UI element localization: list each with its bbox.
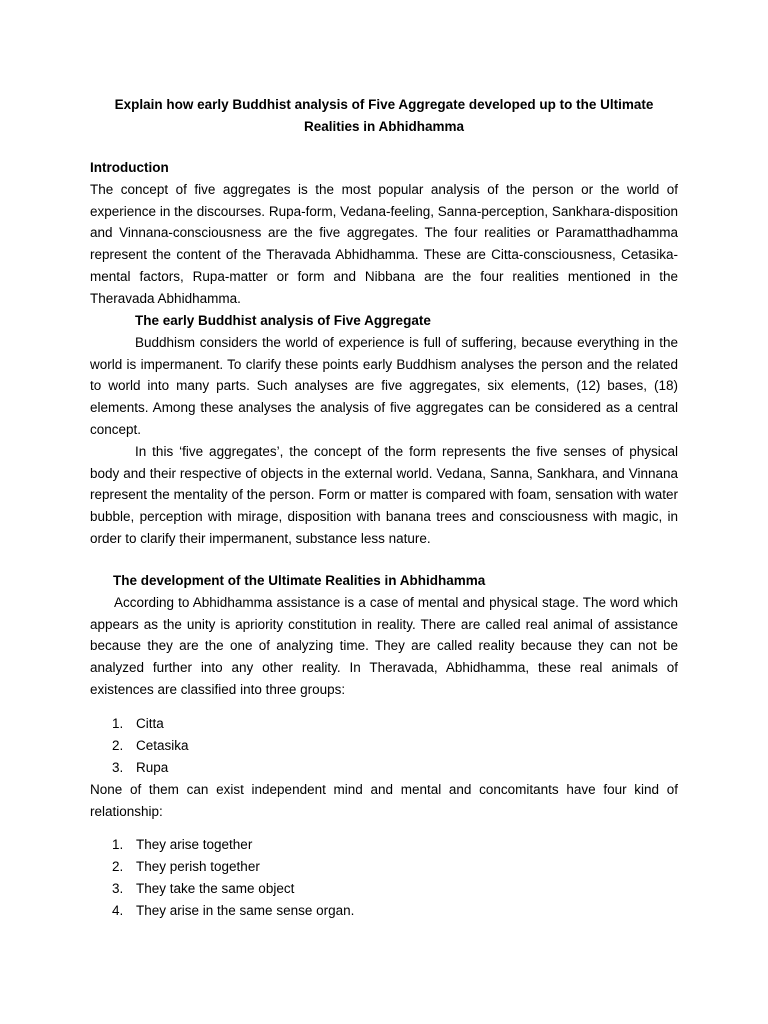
- section2-paragraph-2: None of them can exist independent mind and mental and concomitants have four kind of relationship:: [90, 782, 678, 819]
- list-item: 1. They arise together: [112, 837, 253, 852]
- intro-heading: Introduction: [90, 160, 169, 175]
- list-item: 2. They perish together: [112, 859, 260, 874]
- section-five-aggregate: [90, 310, 678, 550]
- list-item: 2. Cetasika: [112, 738, 189, 753]
- relationships-list-wrap: [90, 834, 678, 922]
- section1-paragraph-2: In this ‘five aggregates’, the concept of the form represents the five senses of physical body and their respective of objects in the external world. Vedana, Sanna, Sankhara, and Vinnana represent the mentality of the person. Form or matter is compared with foam, sensation with water bubble, perception with mirage, disposition with banana trees and consciousness with magic, in order to clarify their impermanent, substance less nature.: [90, 443, 678, 546]
- list-item: 1. Citta: [112, 716, 164, 731]
- list-item: 3. Rupa: [112, 760, 169, 775]
- relationships-list: [90, 834, 678, 922]
- intro-section: [90, 157, 678, 310]
- intro-paragraph: The concept of five aggregates is the most popular analysis of the person or the world of experience in the discourses. Rupa-form, Vedana-feeling, Sanna-perception, Sankhara-disposition and Vinnana-consciousness are the five aggregates. The four realities or Paramatthadhamma represent the content of the Theravada Abhidhamma. These are Citta-consciousness, Cetasika-mental factors, Rupa-matter or form and Nibbana are the four realities mentioned in the Theravada Abhidhamma.: [90, 181, 678, 306]
- section2-heading: The development of the Ultimate Realities in Abhidhamma: [113, 573, 486, 588]
- document-title: Explain how early Buddhist analysis of Five Aggregate developed up to the Ultimate Realities in Abhidhamma: [114, 97, 654, 134]
- list-item: 4. They arise in the same sense organ.: [112, 903, 355, 918]
- groups-list: [90, 713, 678, 779]
- list-item: 3. They take the same object: [112, 881, 295, 896]
- section1-heading: The early Buddhist analysis of Five Aggregate: [135, 313, 431, 328]
- groups-list-wrap: [90, 713, 678, 823]
- section-ultimate-realities: [90, 570, 678, 701]
- section1-paragraph-1: Buddhism considers the world of experience is full of suffering, because everything in the world is impermanent. To clarify these points early Buddhism analyses the person and the related to world into many parts. Such analyses are five aggregates, six elements, (12) bases, (18) elements. Among these analyses the analysis of five aggregates can be considered as a central concept.: [90, 334, 678, 437]
- section2-paragraph-1: According to Abhidhamma assistance is a case of mental and physical stage. The word which appears as the unity is apriority constitution in reality. There are called real animal of assistance because they are the one of analyzing time. They are called reality because they can not be analyzed further into any other reality. In Theravada, Abhidhamma, these real animals of existences are classified into three groups:: [90, 594, 678, 697]
